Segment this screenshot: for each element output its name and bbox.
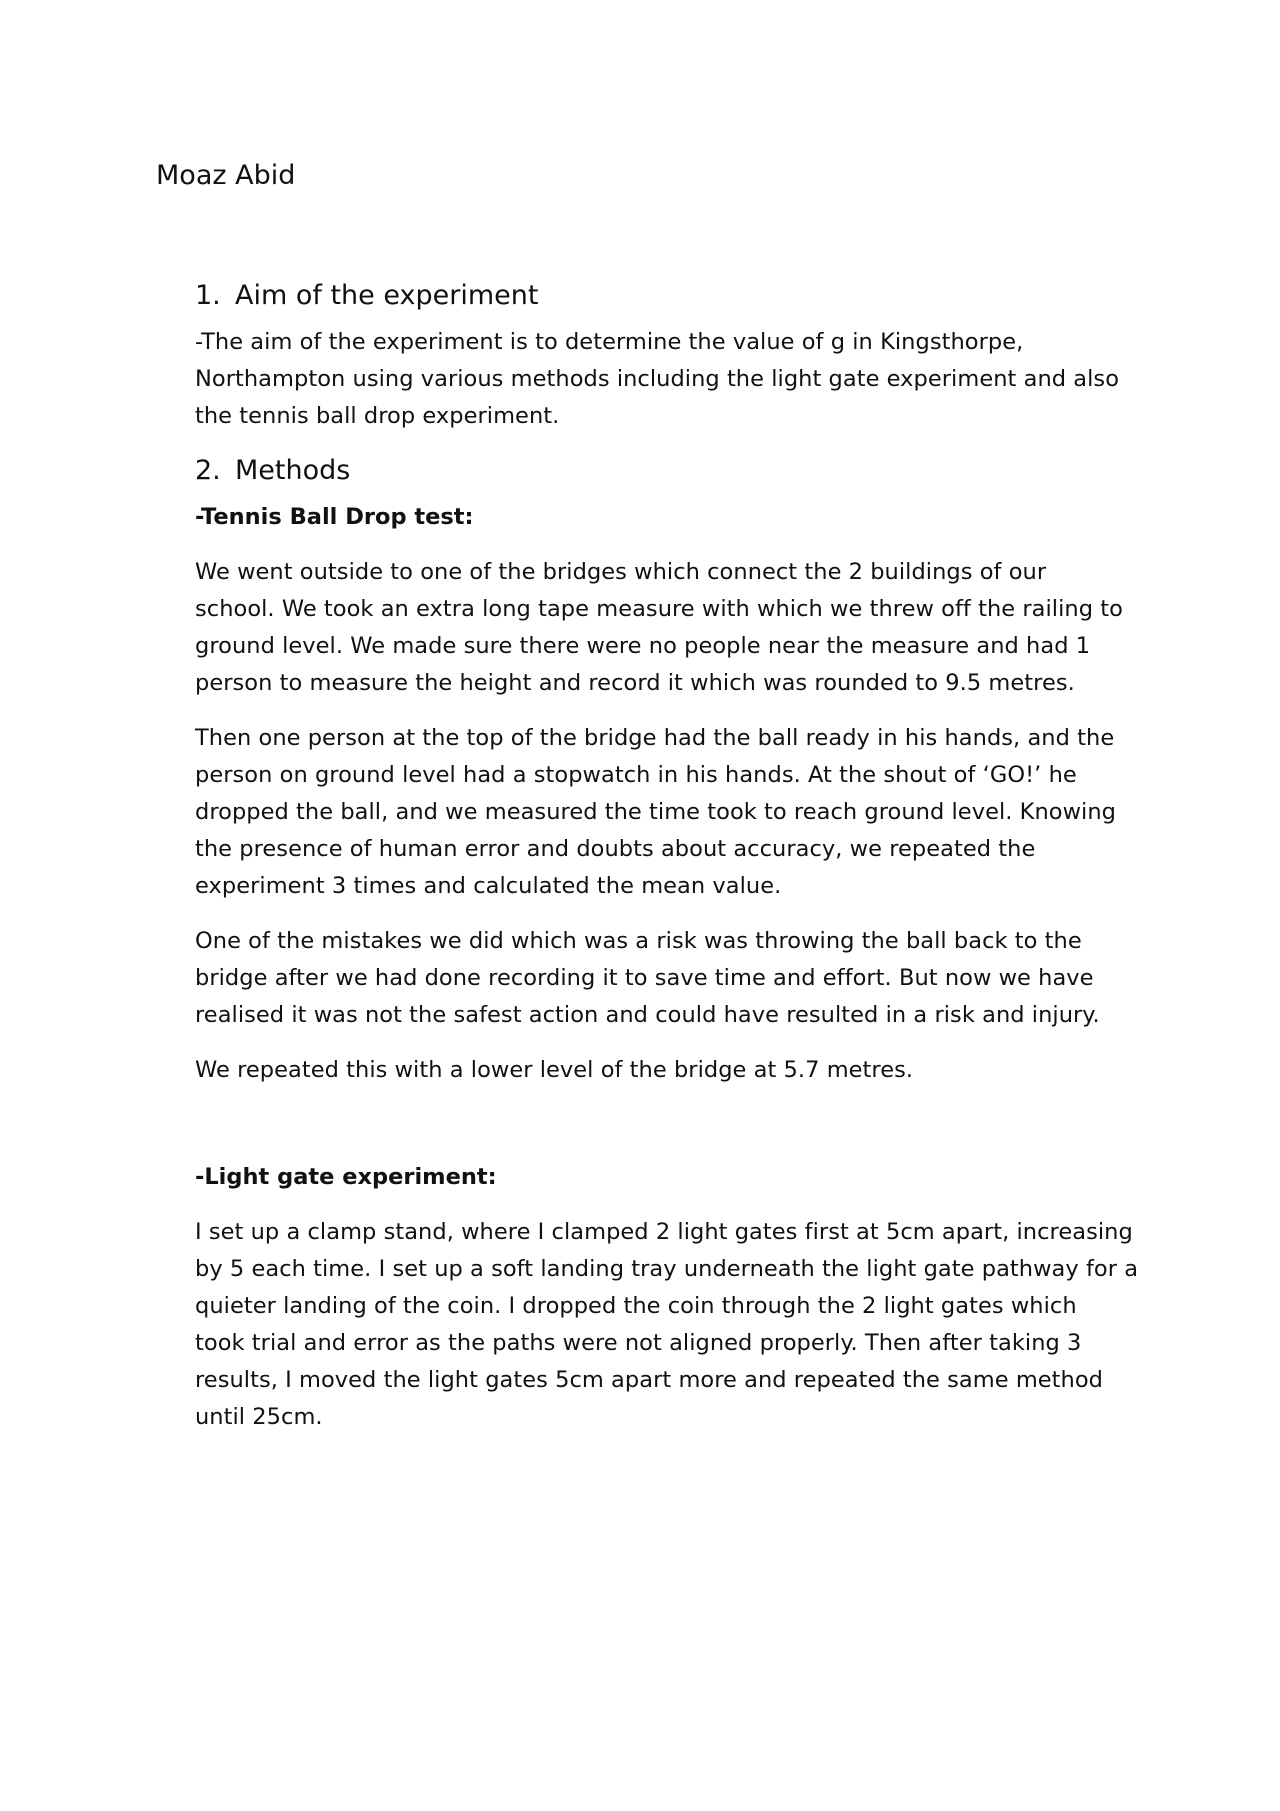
- paragraph-line: ground level. We made sure there were no people near the measure and had 1: [195, 633, 1091, 659]
- section-number: 1.: [195, 280, 221, 311]
- tennis-ball-subheading: -Tennis Ball Drop test:: [195, 504, 474, 530]
- paragraph-line: the tennis ball drop experiment.: [195, 403, 560, 429]
- paragraph-line: person on ground level had a stopwatch in his hands. At the shout of ‘GO!’ he: [195, 762, 1077, 788]
- paragraph-line: the presence of human error and doubts about accuracy, we repeated the: [195, 836, 1036, 862]
- section-title: Methods: [235, 455, 351, 486]
- blank-line: [195, 1107, 1155, 1159]
- aim-paragraph: [195, 324, 1155, 435]
- section-title: Aim of the experiment: [235, 280, 539, 311]
- author-name: Moaz Abid: [156, 160, 296, 191]
- tennis-paragraph-4: [195, 1052, 1155, 1089]
- paragraph-line: by 5 each time. I set up a soft landing tray underneath the light gate pathway for a: [195, 1256, 1139, 1282]
- tennis-paragraph-2: [195, 720, 1155, 905]
- paragraph-line: took trial and error as the paths were not aligned properly. Then after taking 3: [195, 1330, 1082, 1356]
- section-number: 2.: [195, 455, 221, 486]
- paragraph-line: bridge after we had done recording it to save time and effort. But now we have: [195, 965, 1094, 991]
- paragraph-line: person to measure the height and record it which was rounded to 9.5 metres.: [195, 670, 1075, 696]
- paragraph-line: dropped the ball, and we measured the time took to reach ground level. Knowing: [195, 799, 1116, 825]
- paragraph-line: experiment 3 times and calculated the mean value.: [195, 873, 782, 899]
- document-body: [195, 278, 1155, 1454]
- paragraph-line: One of the mistakes we did which was a risk was throwing the ball back to the: [195, 928, 1082, 954]
- paragraph-line: -The aim of the experiment is to determine the value of g in Kingsthorpe,: [195, 329, 1024, 355]
- paragraph-line: Northampton using various methods including the light gate experiment and also: [195, 366, 1120, 392]
- paragraph-line: until 25cm.: [195, 1404, 323, 1430]
- section-heading-methods: [195, 453, 1155, 489]
- paragraph-line: results, I moved the light gates 5cm apart more and repeated the same method: [195, 1367, 1104, 1393]
- paragraph-line: We went outside to one of the bridges which connect the 2 buildings of our: [195, 559, 1047, 585]
- light-gate-subheading: -Light gate experiment:: [195, 1164, 497, 1190]
- paragraph-line: We repeated this with a lower level of the bridge at 5.7 metres.: [195, 1057, 914, 1083]
- paragraph-line: realised it was not the safest action and could have resulted in a risk and injury.: [195, 1002, 1100, 1028]
- paragraph-line: school. We took an extra long tape measure with which we threw off the railing to: [195, 596, 1123, 622]
- paragraph-line: quieter landing of the coin. I dropped the coin through the 2 light gates which: [195, 1293, 1077, 1319]
- paragraph-line: Then one person at the top of the bridge had the ball ready in his hands, and the: [195, 725, 1115, 751]
- tennis-paragraph-3: [195, 923, 1155, 1034]
- light-gate-paragraph: [195, 1214, 1155, 1436]
- paragraph-line: I set up a clamp stand, where I clamped 2 light gates first at 5cm apart, increasing: [195, 1219, 1133, 1245]
- section-heading-aim: [195, 278, 1155, 314]
- tennis-paragraph-1: [195, 554, 1155, 702]
